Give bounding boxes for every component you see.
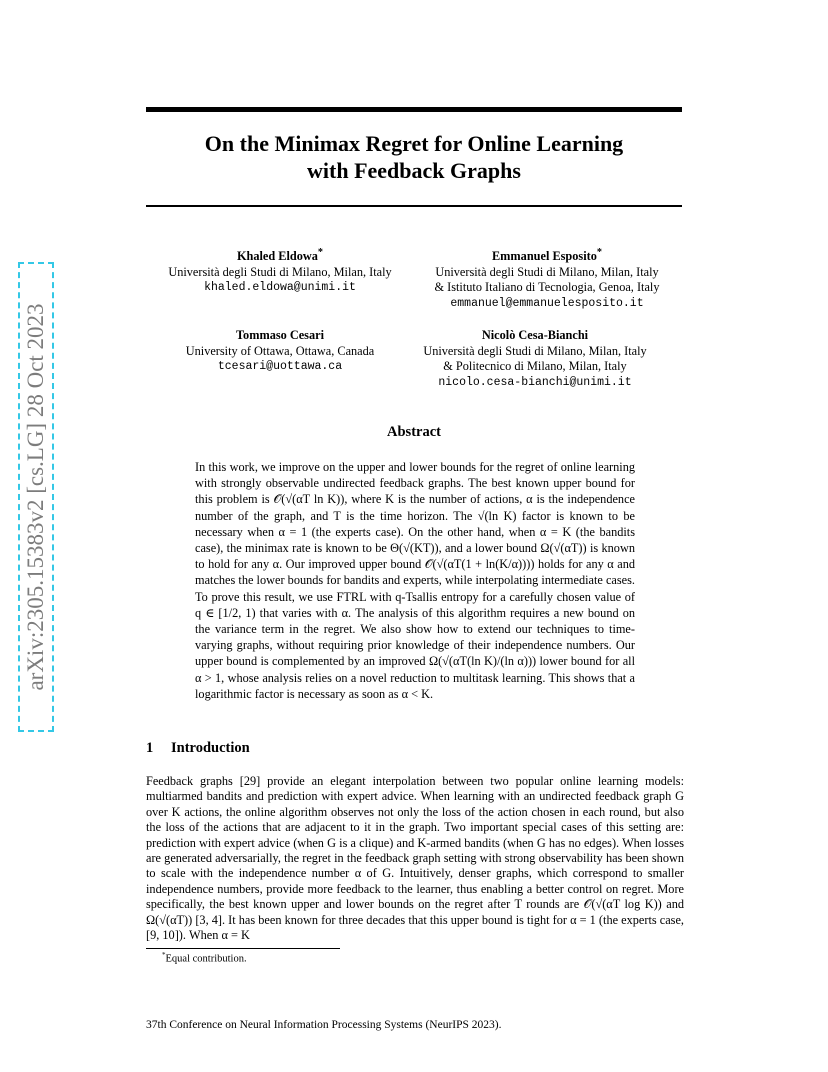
author-affiliation: Università degli Studi di Milano, Milan, Italy xyxy=(435,264,659,279)
author-name: Tommaso Cesari xyxy=(235,328,324,342)
author-affiliation: University of Ottawa, Ottawa, Canada xyxy=(185,343,375,358)
author-block-1 xyxy=(150,245,410,296)
author-block-3 xyxy=(150,328,410,375)
abstract-heading: Abstract xyxy=(387,424,441,440)
section-title: Introduction xyxy=(171,740,250,756)
author-email[interactable]: tcesari@uottawa.ca xyxy=(217,360,343,373)
author-email[interactable]: khaled.eldowa@unimi.it xyxy=(204,281,356,295)
author-email[interactable]: nicolo.cesa-bianchi@unimi.it xyxy=(438,375,632,389)
abstract-text: In this work, we improve on the upper and lower bounds for the regret of online learning with strongly observable undirected feedback graphs. The best known upper bound for this problem is 𝒪(√(αT ln K)), where K is the number of actions, α is the independence number of the graph, and T is the time horizon. The √(ln K) factor is known to be necessary when α = 1 (the experts case). On the other hand, when α = K (the bandits case), the minimax rate is known to be Θ(√(KT)), and a lower bound Ω(√(αT)) is known to hold for any α. Our improved upper bound 𝒪(√(αT(1 + ln(K/α)))) holds for any α and matches the lower bounds for bandits and experts, while interpolating intermediate cases. To prove this result, we use FTRL with q-Tsallis entropy for a carefully chosen value of q ∈ [1/2, 1) that varies with α. The analysis of this algorithm requires a new bound on the variance term in the regret. We also show how to extend our techniques to time-varying graphs, without requiring prior knowledge of their independence numbers. Our upper bound is complemented by an improved Ω(√(αT(ln K)/(ln α))) lower bound for all α > 1, whose analysis relies on a novel reduction to multitask learning. This shows that a logarithmic factor is necessary as soon as α < K. xyxy=(195,460,635,701)
title-line-2: with Feedback Graphs xyxy=(307,158,521,183)
footnote: *Equal contribution. xyxy=(162,951,247,965)
author-affiliation-2: & Politecnico di Milano, Milan, Italy xyxy=(443,359,627,373)
conference-note: 37th Conference on Neural Information Processing Systems (NeurIPS 2023). xyxy=(146,1019,502,1031)
author-email[interactable]: emmanuel@emmanuelesposito.it xyxy=(450,296,644,310)
author-block-4 xyxy=(400,328,670,390)
section-number: 1 xyxy=(146,740,154,756)
author-name: Nicolò Cesa-Bianchi xyxy=(481,328,589,342)
arxiv-stamp xyxy=(18,262,54,732)
author-affiliation: Università degli Studi di Milano, Milan, Italy xyxy=(168,264,392,279)
arxiv-id: arXiv:2305.15383v2 [cs.LG] 28 Oct 2023 xyxy=(23,303,48,691)
author-affiliation: Università degli Studi di Milano, Milan, Italy xyxy=(423,343,647,358)
title-rule-bottom xyxy=(146,205,682,207)
author-affiliation-2: & Istituto Italiano di Tecnologia, Genoa, Italy xyxy=(434,280,660,295)
section-heading xyxy=(146,740,250,757)
title-line-1: On the Minimax Regret for Online Learning xyxy=(204,131,624,156)
author-block-2 xyxy=(412,245,682,311)
title-rule-top xyxy=(146,107,682,112)
introduction-text: Feedback graphs [29] provide an elegant interpolation between two popular online learning models: multiarmed bandits and prediction with expert advice. When learning with an undirected feedback graph G over K actions, the online algorithm observes not only the loss of the action chosen in each round, but also the loss of the actions that are adjacent to it in the graph. Two important special cases of this setting are: prediction with expert advice (when G is a clique) and K-armed bandits (when G has no edges). When losses are generated adversarially, the regret in the feedback graph setting with strong observability has been shown to scale with the independence number α of G. Intuitively, denser graphs, which correspond to smaller independence numbers, provide more feedback to the learner, thus enabling a better control on regret. More specifically, the best known upper and lower bounds on the regret after T rounds are 𝒪(√(αT log K)) and Ω(√(αT)) [3, 4]. It has been known for three decades that this upper bound is tight for α = 1 (the experts case, [9, 10]). When α = K xyxy=(146,774,684,943)
paper-title xyxy=(146,130,682,184)
author-name: Emmanuel Esposito* xyxy=(491,247,602,264)
footnote-rule xyxy=(146,948,340,949)
author-name: Khaled Eldowa* xyxy=(236,247,324,264)
